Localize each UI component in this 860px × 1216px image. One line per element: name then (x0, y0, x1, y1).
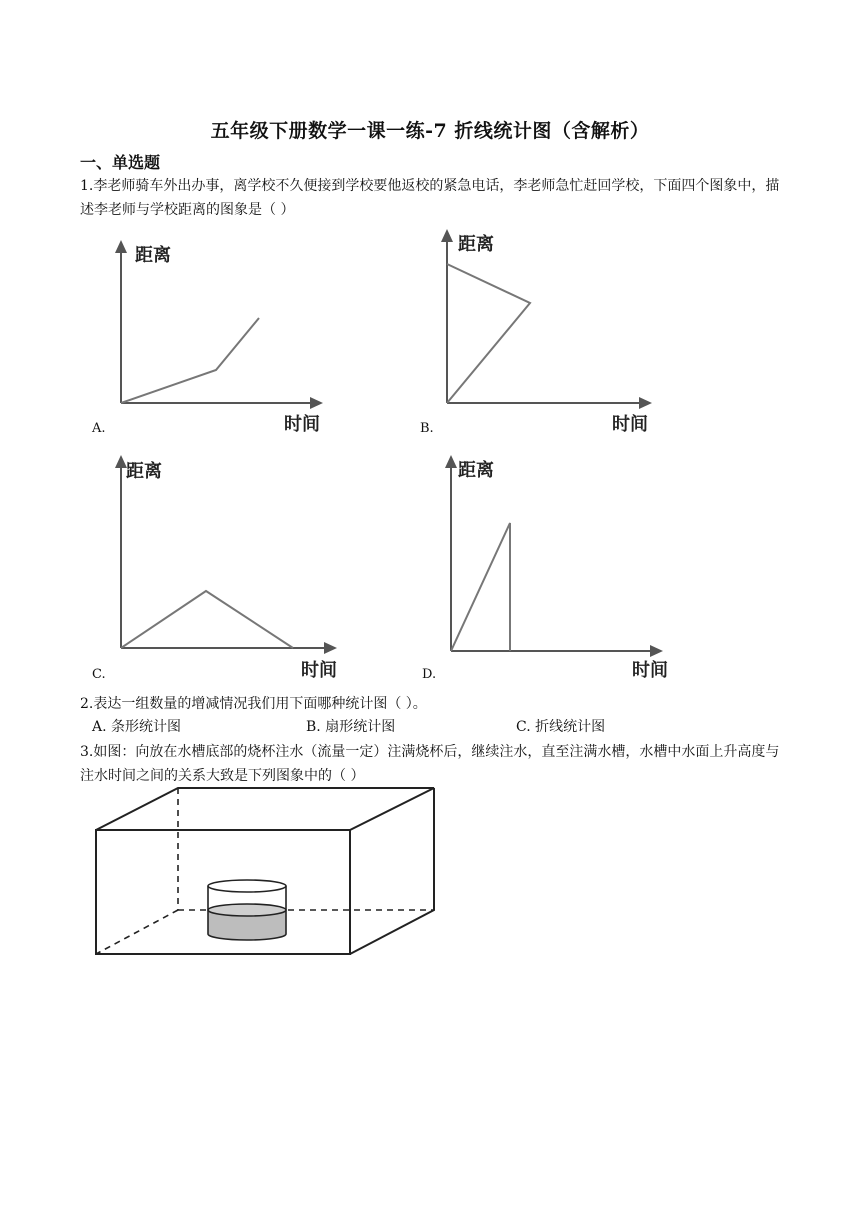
beaker-water-surface (208, 904, 286, 916)
option-c-graph (90, 452, 360, 682)
question-2-option-c: C. 折线统计图 (516, 719, 606, 735)
option-a-label: A. (92, 421, 106, 436)
x-axis-label: 时间 (632, 660, 668, 681)
y-axis-arrow (441, 229, 453, 242)
distance-line (447, 264, 530, 403)
tank-right-face (350, 788, 434, 954)
x-axis-label: 时间 (612, 414, 648, 435)
y-axis-arrow (115, 240, 127, 253)
question-3-text: 3.如图：向放在水槽底部的烧杯注水（流量一定）注满烧杯后，继续注水，直至注满水槽，水槽中水面上升高度与注水时间之间的关系大致是下列图象中的（ ） (80, 744, 780, 784)
question-2-option-a: A. 条形统计图 (92, 719, 182, 735)
option-d-label: D. (422, 667, 437, 682)
x-axis-label: 时间 (301, 660, 337, 681)
x-axis-arrow (650, 645, 663, 657)
option-b-graph (418, 226, 668, 436)
beaker-rim (208, 880, 286, 892)
option-b-label: B. (420, 421, 434, 436)
option-c-label: C. (92, 667, 106, 682)
y-axis-label: 距离 (458, 234, 494, 255)
tank-top-face (96, 788, 434, 830)
distance-line (121, 318, 259, 403)
y-axis-arrow (445, 455, 457, 468)
y-axis-label: 距离 (126, 461, 162, 482)
water-tank-figure (80, 784, 445, 964)
x-axis-arrow (310, 397, 323, 409)
section-heading: 一、单选题 (80, 153, 161, 172)
tank-hidden-edge (96, 910, 178, 954)
x-axis-label: 时间 (284, 414, 320, 435)
y-axis-label: 距离 (458, 460, 494, 481)
distance-line (121, 591, 293, 648)
x-axis-arrow (639, 397, 652, 409)
question-1-text: 1.李老师骑车外出办事，离学校不久便接到学校要他返校的紧急电话，李老师急忙赶回学校，下面四个图象中，描述李老师与学校距离的图象是（ ） (80, 178, 780, 218)
y-axis-label: 距离 (135, 245, 171, 266)
option-d-graph (420, 452, 690, 682)
question-2-option-b: B. 扇形统计图 (306, 719, 396, 735)
distance-line (451, 523, 510, 651)
option-a-graph (90, 236, 340, 436)
question-2-text: 2.表达一组数量的增减情况我们用下面哪种统计图（ ）。 (80, 696, 427, 712)
page-title: 五年级下册数学一课一练-7 折线统计图（含解析） (210, 120, 650, 142)
x-axis-arrow (324, 642, 337, 654)
